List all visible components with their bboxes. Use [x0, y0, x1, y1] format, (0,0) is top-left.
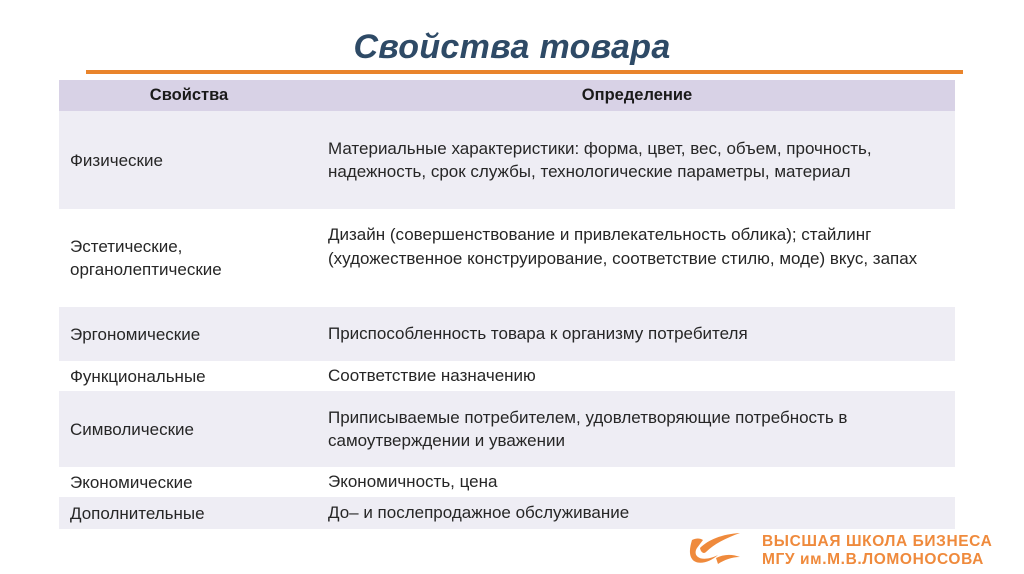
table-row	[59, 111, 955, 209]
row-definition: Соответствие назначению	[328, 366, 536, 386]
title-underline	[86, 70, 963, 74]
table-row	[59, 209, 955, 307]
school-logo	[686, 530, 1016, 570]
row-definition: Приспособленность товара к организму потребителя	[328, 324, 748, 344]
table-header-row	[59, 80, 955, 111]
row-definition: Приписываемые потребителем, удовлетворяющие потребность в самоутверждении и уважении	[328, 407, 848, 450]
header-definition: Определение	[581, 85, 693, 104]
table-row	[59, 467, 955, 497]
properties-table	[59, 80, 955, 529]
logo-text	[762, 533, 992, 569]
row-definition: До– и послепродажное обслуживание	[328, 503, 630, 523]
header-properties: Свойства	[149, 86, 229, 104]
logo-line-1: ВЫСШАЯ ШКОЛА БИЗНЕСА	[762, 533, 993, 550]
page-title: Свойства товара	[353, 28, 671, 66]
row-definition: Материальные характеристики: форма, цвет, вес, объем, прочность, надежность, срок службы, технологические параметры, материал	[328, 138, 872, 181]
row-property: Физические	[70, 150, 163, 170]
row-property: Дополнительные	[70, 503, 205, 523]
row-property: Эргономические	[70, 324, 201, 344]
table-row	[59, 361, 955, 391]
row-definition: Дизайн (совершенствование и привлекательность облика); стайлинг (художественное конструирование, соответствие стилю, моде) вкус, запах	[328, 225, 918, 268]
row-property: Функциональные	[70, 366, 206, 386]
table-row	[59, 391, 955, 467]
swoosh-logo-icon	[686, 530, 746, 570]
table-row	[59, 307, 955, 361]
row-property: Символические	[70, 419, 194, 439]
row-definition: Экономичность, цена	[328, 472, 498, 492]
row-property: Эстетические, органолептические	[70, 237, 222, 279]
row-property: Экономические	[70, 472, 193, 492]
logo-line-2: МГУ им.М.В.ЛОМОНОСОВА	[762, 551, 984, 568]
table-row	[59, 497, 955, 529]
